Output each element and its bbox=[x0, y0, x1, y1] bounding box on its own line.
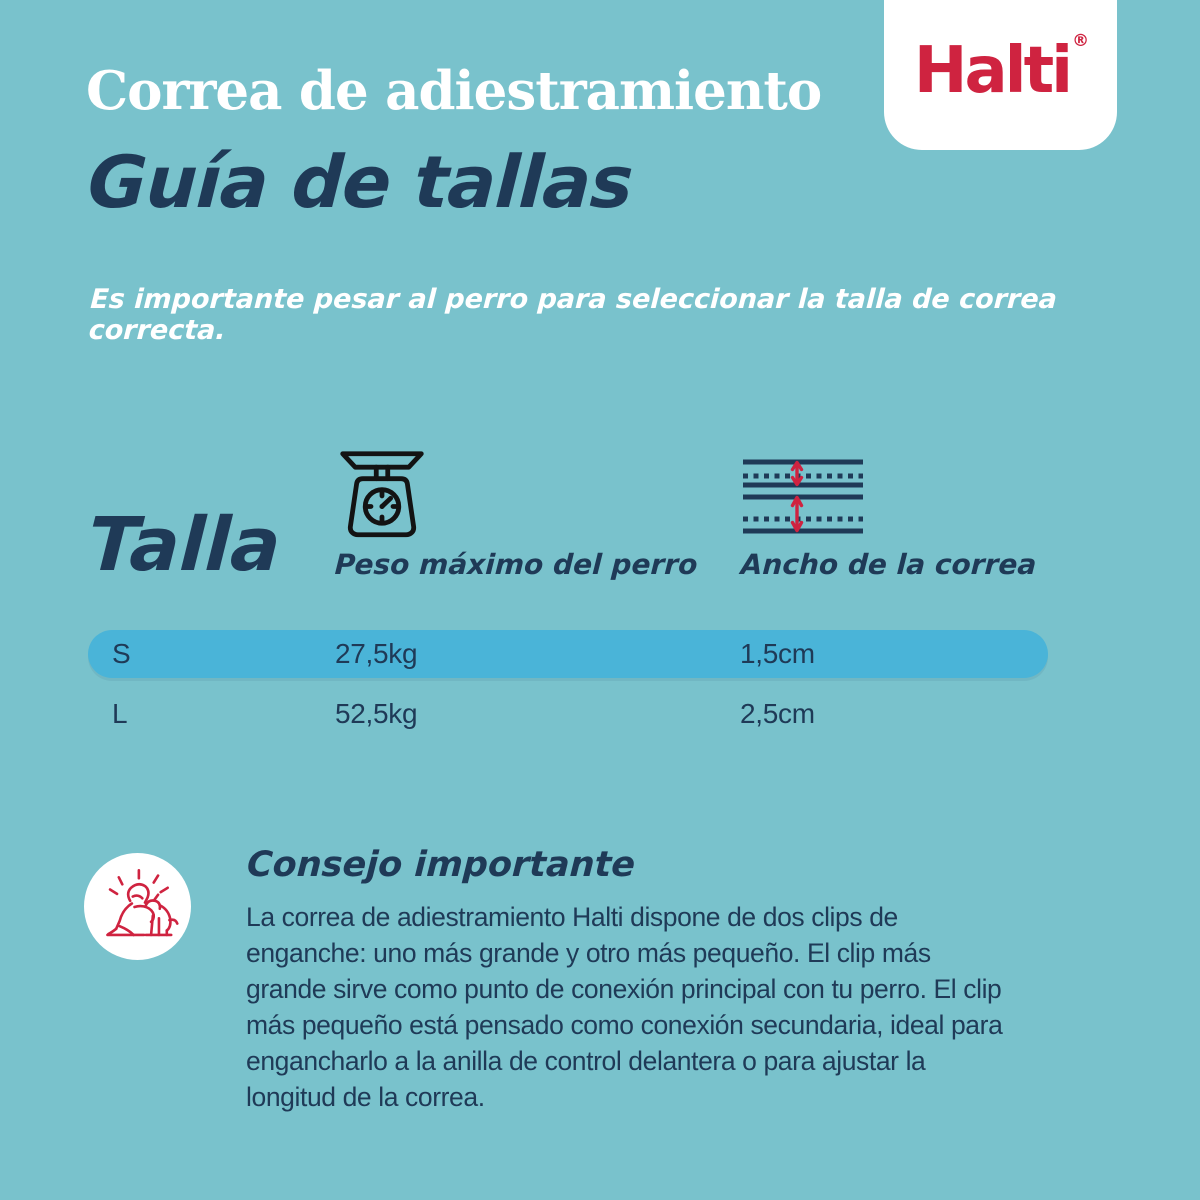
tip-icon-circle bbox=[84, 853, 191, 960]
halti-logo bbox=[884, 0, 1117, 150]
size-cell: L bbox=[112, 698, 128, 729]
max-weight-cell: 27,5kg bbox=[335, 638, 418, 669]
halti-logo-text: Halti bbox=[913, 34, 1071, 108]
page-title: Correa de adiestramiento bbox=[86, 60, 822, 122]
leash-width-icon bbox=[742, 454, 864, 538]
person-hugging-dog-icon bbox=[90, 859, 186, 955]
intro-text: Es importante pesar al perro para seleccionar la talla de correa correcta. bbox=[88, 284, 1058, 346]
weight-column-label: Peso máximo del perro bbox=[334, 548, 699, 581]
size-column-heading: Talla bbox=[86, 502, 283, 588]
width-column-label: Ancho de la correa bbox=[740, 548, 1038, 581]
scale-icon bbox=[334, 448, 430, 540]
tip-body: La correa de adiestramiento Halti dispone de dos clips de enganche: uno más grande y otro más pequeño. El clip más grande sirve como punto de conexión principal con tu perro. El clip más pequeño está pensado como conexión secundaria, ideal para engancharlo a la anilla de control delantera o para ajustar la longitud de la correa. bbox=[246, 902, 1003, 1112]
page-subtitle: Guía de tallas bbox=[86, 140, 635, 224]
leash-width-cell: 2,5cm bbox=[740, 698, 815, 729]
registered-trademark-icon: ® bbox=[1072, 31, 1090, 51]
max-weight-cell: 52,5kg bbox=[335, 698, 418, 729]
table-row-size-s bbox=[88, 630, 1048, 678]
table-row-size-l bbox=[88, 690, 1048, 738]
size-cell: S bbox=[112, 638, 131, 669]
tip-title: Consejo importante bbox=[246, 845, 637, 885]
leash-width-cell: 1,5cm bbox=[740, 638, 815, 669]
size-table bbox=[88, 630, 1048, 750]
